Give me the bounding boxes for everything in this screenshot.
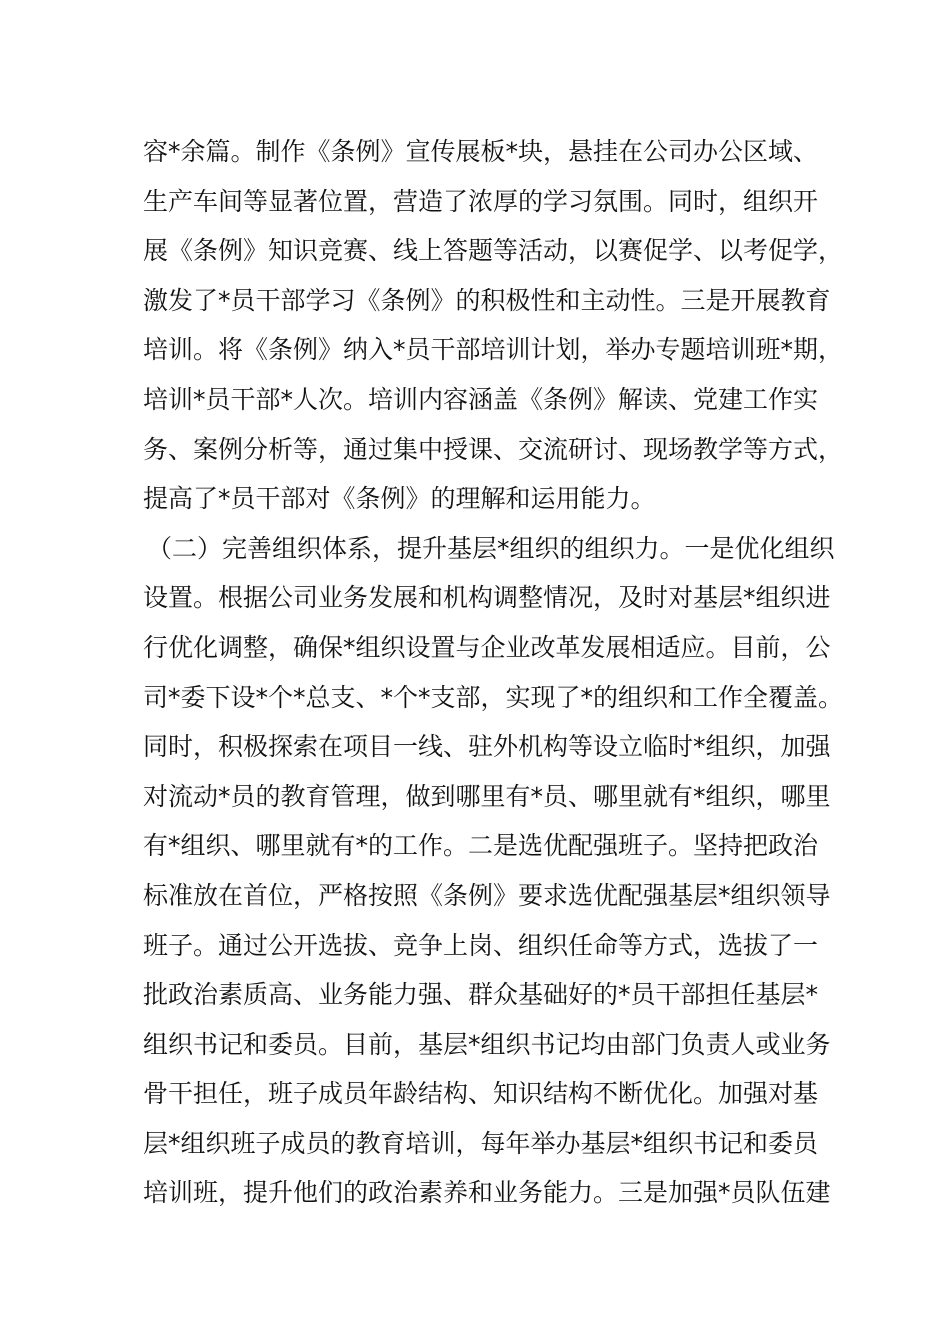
text-line-19: 组织书记和委员。目前，基层*组织书记均由部门负责人或业务: [143, 1029, 831, 1059]
section-heading-line: （二）完善组织体系，提升基层*组织的组织力。一是优化组织: [147, 533, 835, 563]
text-line-15: 有*组织、哪里就有*的工作。二是选优配强班子。坚持把政治: [143, 831, 819, 861]
text-line-17: 班子。通过公开选拔、竞争上岗、组织任命等方式，选拔了一: [143, 930, 819, 960]
text-line-4: 激发了*员干部学习《条例》的积极性和主动性。三是开展教育: [143, 285, 831, 315]
text-line-7: 务、案例分析等，通过集中授课、交流研讨、现场教学等方式，: [143, 434, 844, 464]
text-line-10: 设置。根据公司业务发展和机构调整情况，及时对基层*组织进: [143, 583, 831, 613]
text-line-1: 容*余篇。制作《条例》宣传展板*块，悬挂在公司办公区域、: [143, 137, 819, 166]
text-line-8: 提高了*员干部对《条例》的理解和运用能力。: [143, 484, 656, 514]
text-line-13: 同时，积极探索在项目一线、驻外机构等设立临时*组织，加强: [143, 732, 831, 762]
text-line-11: 行优化调整，确保*组织设置与企业改革发展相适应。目前，公: [143, 632, 831, 662]
text-line-18: 批政治素质高、业务能力强、群众基础好的*员干部担任基层*: [143, 980, 819, 1010]
text-line-3: 展《条例》知识竞赛、线上答题等活动，以赛促学、以考促学，: [143, 236, 844, 266]
text-line-6: 培训*员干部*人次。培训内容涵盖《条例》解读、党建工作实: [143, 384, 819, 414]
text-line-16: 标准放在首位，严格按照《条例》要求选优配强基层*组织领导: [143, 880, 831, 910]
text-line-21: 层*组织班子成员的教育培训，每年举办基层*组织书记和委员: [143, 1128, 819, 1158]
text-line-20: 骨干担任，班子成员年龄结构、知识结构不断优化。加强对基: [143, 1079, 819, 1109]
body-text: [143, 127, 844, 1218]
text-line-14: 对流动*员的教育管理，做到哪里有*员、哪里就有*组织，哪里: [143, 781, 831, 811]
text-line-2: 生产车间等显著位置，营造了浓厚的学习氛围。同时，组织开: [143, 186, 819, 216]
text-line-22: 培训班，提升他们的政治素养和业务能力。三是加强*员队伍建: [143, 1178, 831, 1208]
text-line-5: 培训。将《条例》纳入*员干部培训计划，举办专题培训班*期，: [143, 335, 844, 365]
text-line-12: 司*委下设*个*总支、*个*支部，实现了*的组织和工作全覆盖。: [143, 682, 844, 712]
